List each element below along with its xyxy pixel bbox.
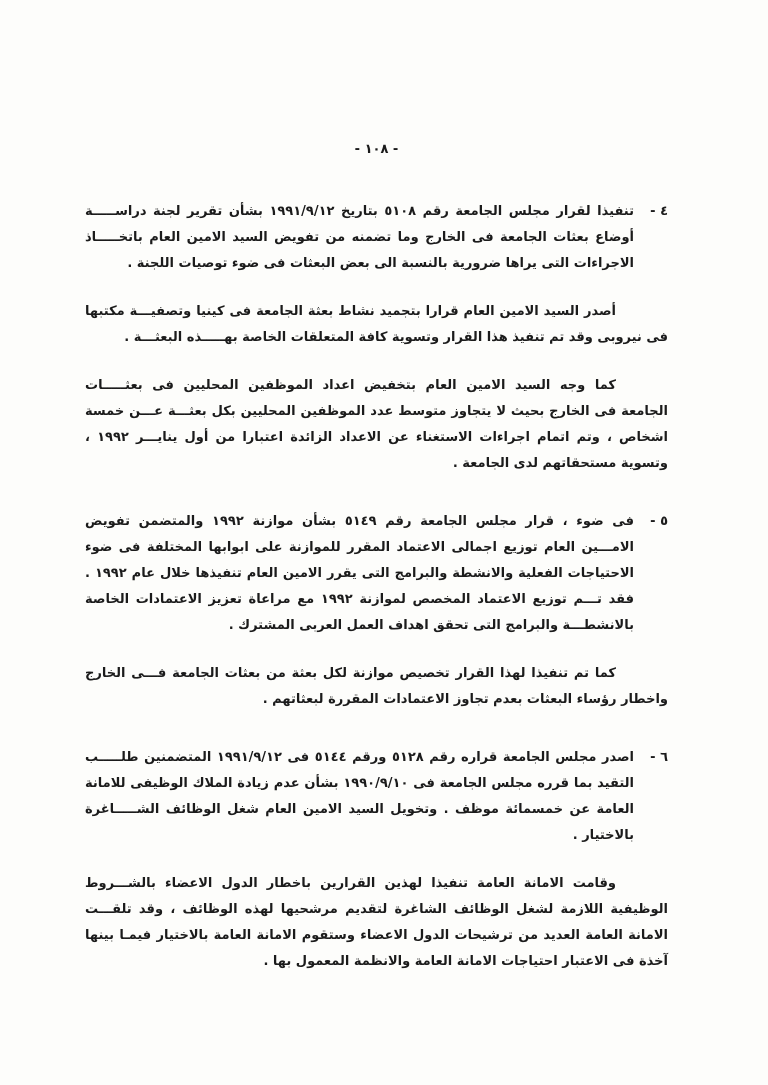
paragraph: تنفيذا لقرار مجلس الجامعة رقم ٥١٠٨ بتاريخ ١٩٩١/٩/١٢ بشأن تقرير لجنة دراســـــة أوضاع بعثات الجامعة فى الخارج وما تضمنه من تفويض السيد الامين العام باتخـــــاذ الاجراءات التى يراها ضرورية بالنسبة الى بعض البعثات فى ضوء توصيات اللجنة .	[85, 204, 634, 271]
section-item-5	[85, 509, 668, 713]
item-number: ٤ -	[650, 204, 668, 219]
page-number: - ١٠٨ -	[354, 142, 399, 157]
numbered-paragraph	[85, 509, 668, 639]
item-number: ٦ -	[650, 750, 668, 765]
numbered-paragraph	[85, 745, 668, 849]
paragraph: اصدر مجلس الجامعة قراره رقم ٥١٢٨ ورقم ٥١٤٤ فى ١٩٩١/٩/١٢ المتضمنين طلـــــب التقيد بما قرره مجلس الجامعة فى ١٩٩٠/٩/١٠ بشأن عدم زيادة الملاك الوظيفى للامانة العامة عن خمسمائة موظف . وتخويل السيد الامين العام شغل الوظائف الشـــــاغرة بالاختيار .	[85, 750, 634, 843]
item-number: ٥ -	[650, 514, 668, 529]
section-item-6	[85, 745, 668, 975]
paragraph: وقامت الامانة العامة تنفيذا لهذين القرارين باخطار الدول الاعضاء بالشـــروط الوظيفية اللازمة لشغل الوظائف الشاغرة لتقديم مرشحيها لهذه الوظائف ، وقد تلقـــت الامانة العامة العديد من ترشيحات الدول الاعضاء وستقوم الامانة العامة بالاختيار فيمـا بينها آخذة فى الاعتبار احتياجات الامانة العامة والانظمة المعمول بها .	[85, 876, 668, 969]
numbered-paragraph	[85, 199, 668, 277]
paragraph: أصدر السيد الامين العام قرارا بتجميد نشاط بعثة الجامعة فى كينيا وتصفيـــة مكتبها فى نيروبى وقد تم تنفيذ هذا القرار وتسوية كافة المتعلقات الخاصة بهـــــذه البعثـــة .	[85, 304, 668, 345]
section-item-4	[85, 199, 668, 477]
paragraph: كما وجه السيد الامين العام بتخفيض اعداد الموظفين المحليين فى بعثـــــات الجامعة فى الخارج بحيث لا يتجاوز متوسط عدد الموظفين المحليين بكل بعثـــة عـــن خمسة اشخاص ، وتم اتمام اجراءات الاستغناء عن الاعداد الزائدة اعتبارا من أول ينايـــر ١٩٩٢ ، وتسوية مستحقاتهم لدى الجامعة .	[85, 378, 669, 471]
document-text	[85, 199, 668, 975]
paragraph: فى ضوء ، قرار مجلس الجامعة رقم ٥١٤٩ بشأن موازنة ١٩٩٢ والمتضمن تفويض الامـــين العام توزيع اجمالى الاعتماد المقرر للموازنة على ابوابها المختلفة فى ضوء الاحتياجات الفعلية والانشطة والبرامج التى يقرر الامين العام تنفيذها خلال عام ١٩٩٢ . فقد تـــم توزيع الاعتماد المخصص لموازنة ١٩٩٢ مع مراعاة تعزيز الاعتمادات الخاصة بالانشطـــة والبرامج التى تحقق اهداف العمل العربى المشترك .	[85, 514, 634, 633]
paragraph: كما تم تنفيذا لهذا القرار تخصيص موازنة لكل بعثة من بعثات الجامعة فـــى الخارج واخطار رؤساء البعثات بعدم تجاوز الاعتمادات المقررة لبعثاتهم .	[85, 666, 668, 707]
